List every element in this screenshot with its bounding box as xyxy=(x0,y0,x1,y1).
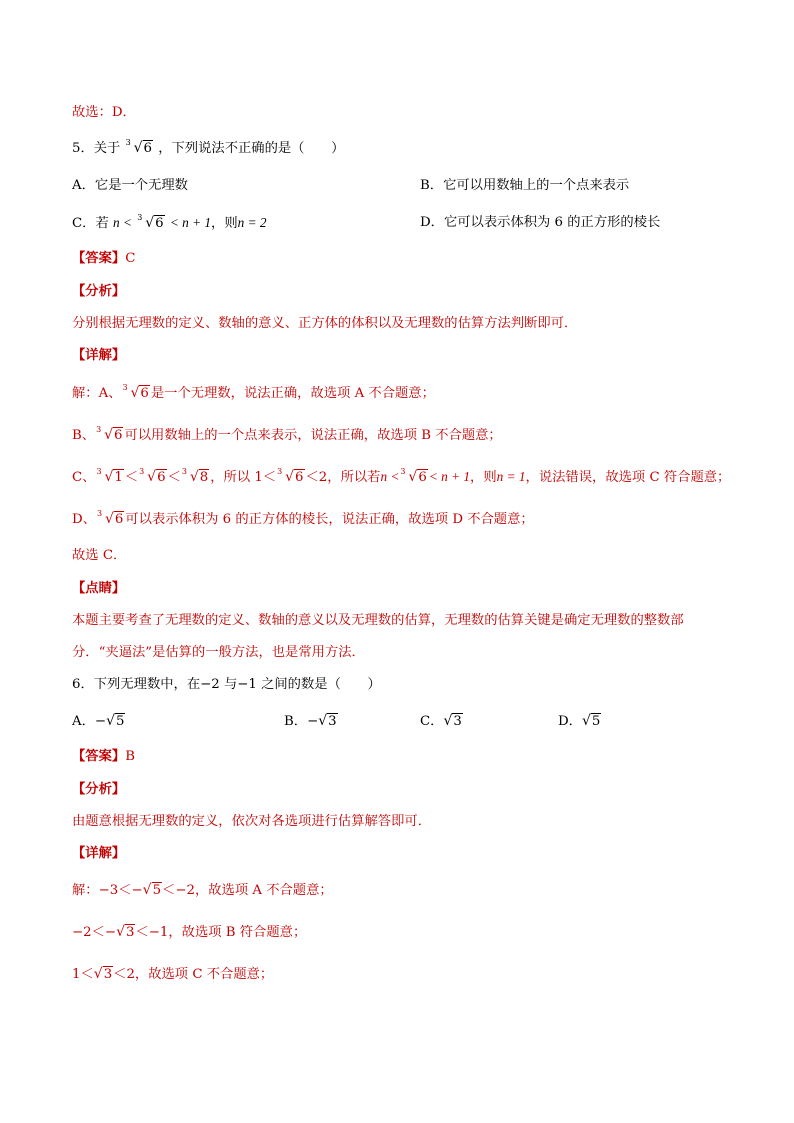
analysis-text-5: 分别根据无理数的定义、数轴的意义、正方体的体积以及无理数的估算方法判断即可． xyxy=(72,316,578,331)
question-6: 6．下列无理数中，在−2 与−1 之间的数是（ ） xyxy=(72,677,381,692)
detail-5a: 解：A、 3 √6 是一个无理数，说法正确，故选项 A 不合题意； xyxy=(72,383,435,401)
key-point-text-2: 分．“夹逼法”是估算的一般方法，也是常用方法． xyxy=(72,645,365,660)
cube-root-6: 3 √6 xyxy=(125,138,152,156)
detail-label-6: 【详解】 xyxy=(72,846,126,861)
analysis-label-6: 【分析】 xyxy=(72,782,126,797)
detail-5b: B、 3 √6 可以用数轴上的一个点来表示，说法正确，故选项 B 不合题意； xyxy=(72,425,502,443)
q5-options-cd xyxy=(72,213,722,234)
detail-label: 【详解】 xyxy=(72,348,126,363)
analysis-text-6: 由题意根据无理数的定义，依次对各选项进行估算解答即可． xyxy=(72,814,432,829)
q6-option-a: A．−√5 xyxy=(72,713,125,729)
analysis-label: 【分析】 xyxy=(72,284,126,299)
key-point-label: 【点睛】 xyxy=(72,581,126,596)
question-5: 5．关于 3 √6 ，下列说法不正确的是（ ） xyxy=(72,138,344,159)
q6-option-b: B．−√3 xyxy=(284,713,337,729)
key-point-text-1: 本题主要考查了无理数的定义、数轴的意义以及无理数的估算，无理数的估算关键是确定无理数的整数部 xyxy=(72,613,684,628)
answer-line: 故选：D． xyxy=(72,105,136,120)
q6-option-d: D．√5 xyxy=(558,713,601,729)
option-b: B．它可以用数轴上的一个点来表示 xyxy=(420,178,630,193)
answer-6: 【答案】B xyxy=(72,749,135,764)
option-d: D．它可以表示体积为 6 的正方形的棱长 xyxy=(420,215,661,230)
option-c: C．若 n < 3 √6 < n + 1，则n = 2 xyxy=(72,213,267,231)
answer-5: 【答案】C xyxy=(72,251,136,266)
q5-options-ab xyxy=(72,176,722,196)
q6-options xyxy=(72,711,722,732)
detail-5d: D、 3 √6 可以表示体积为 6 的正方体的棱长，说法正确，故选项 D 不合题意； xyxy=(72,509,534,527)
detail-6c: 1＜√3＜2，故选项 C 不合题意； xyxy=(72,966,274,982)
detail-6b: −2＜−√3＜−1，故选项 B 符合题意； xyxy=(72,924,307,940)
detail-5c: C、 3 √1 ＜ 3 √6 ＜ 3 √8 ，所以 1＜ 3 √6 ＜2，所以若n < 3 √6 < n + 1，则n = 1，说法错误，故选项 C 符合题意； xyxy=(72,467,731,485)
q6-option-c: C．√3 xyxy=(420,713,462,729)
pick-5: 故选 C． xyxy=(72,548,127,563)
option-a: A．它是一个无理数 xyxy=(72,178,188,193)
detail-6a: 解：−3＜−√5＜−2，故选项 A 不合题意； xyxy=(72,882,333,898)
